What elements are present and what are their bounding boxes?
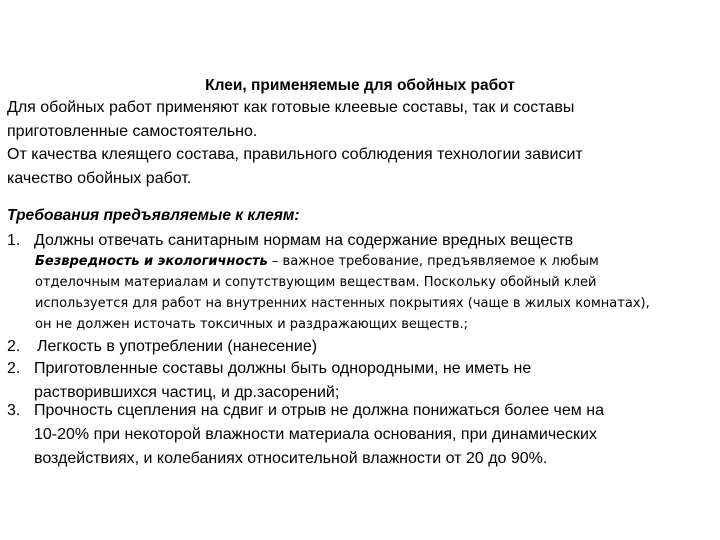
item-number: 2. <box>7 338 21 355</box>
item-text <box>34 399 604 471</box>
text-line: Легкость в употреблении (нанесение) <box>37 338 318 355</box>
requirement-note <box>35 251 715 335</box>
intro-paragraph-1 <box>7 96 707 144</box>
requirements-heading: Требования предъявляемые к клеям: <box>7 207 300 224</box>
text-line: приготовленные самостоятельно. <box>7 123 258 140</box>
item-text <box>34 229 573 253</box>
text-line: воздействиях, и колебаниях относительной влажности от 20 до 90%. <box>34 450 548 467</box>
item-number: 2. <box>7 360 21 377</box>
item-number: 1. <box>7 232 21 249</box>
text-line: От качества клеящего состава, правильного соблюдения технологии зависит <box>7 146 583 163</box>
item-text <box>34 357 531 405</box>
text-line: Прочность сцепления на сдвиг и отрыв не должна понижаться более чем на <box>34 402 604 419</box>
text-line: используется для работ на внутренних настенных покрытиях (чаще в жилых комнатах), <box>35 296 650 311</box>
text-line: отделочным материалам и сопутствующим веществам. Поскольку обойный клей <box>35 275 597 290</box>
text-line: Должны отвечать санитарным нормам на содержание вредных веществ <box>34 232 574 249</box>
text-line: Приготовленные составы должны быть однородными, не иметь не <box>34 360 532 377</box>
text-line: 10-20% при некоторой влажности материала основания, при динамических <box>34 426 597 443</box>
text-line: растворившихся частиц, и др.засорений; <box>34 384 340 401</box>
text-line: Для обойных работ применяют как готовые клеевые составы, так и составы <box>7 99 575 116</box>
note-first-line: – важное требование, предъявляемое к любым <box>267 254 599 269</box>
intro-paragraph-2 <box>7 143 707 191</box>
text-line: качество обойных работ. <box>7 170 192 187</box>
note-emphasis: Безвредность и экологичность <box>35 254 268 269</box>
text-line <box>35 251 715 272</box>
item-text <box>37 335 317 359</box>
item-number: 3. <box>7 402 21 419</box>
page-title: Клеи, применяемые для обойных работ <box>205 77 515 94</box>
text-line: он не должен источать токсичных и раздражающих веществ.; <box>35 317 469 332</box>
